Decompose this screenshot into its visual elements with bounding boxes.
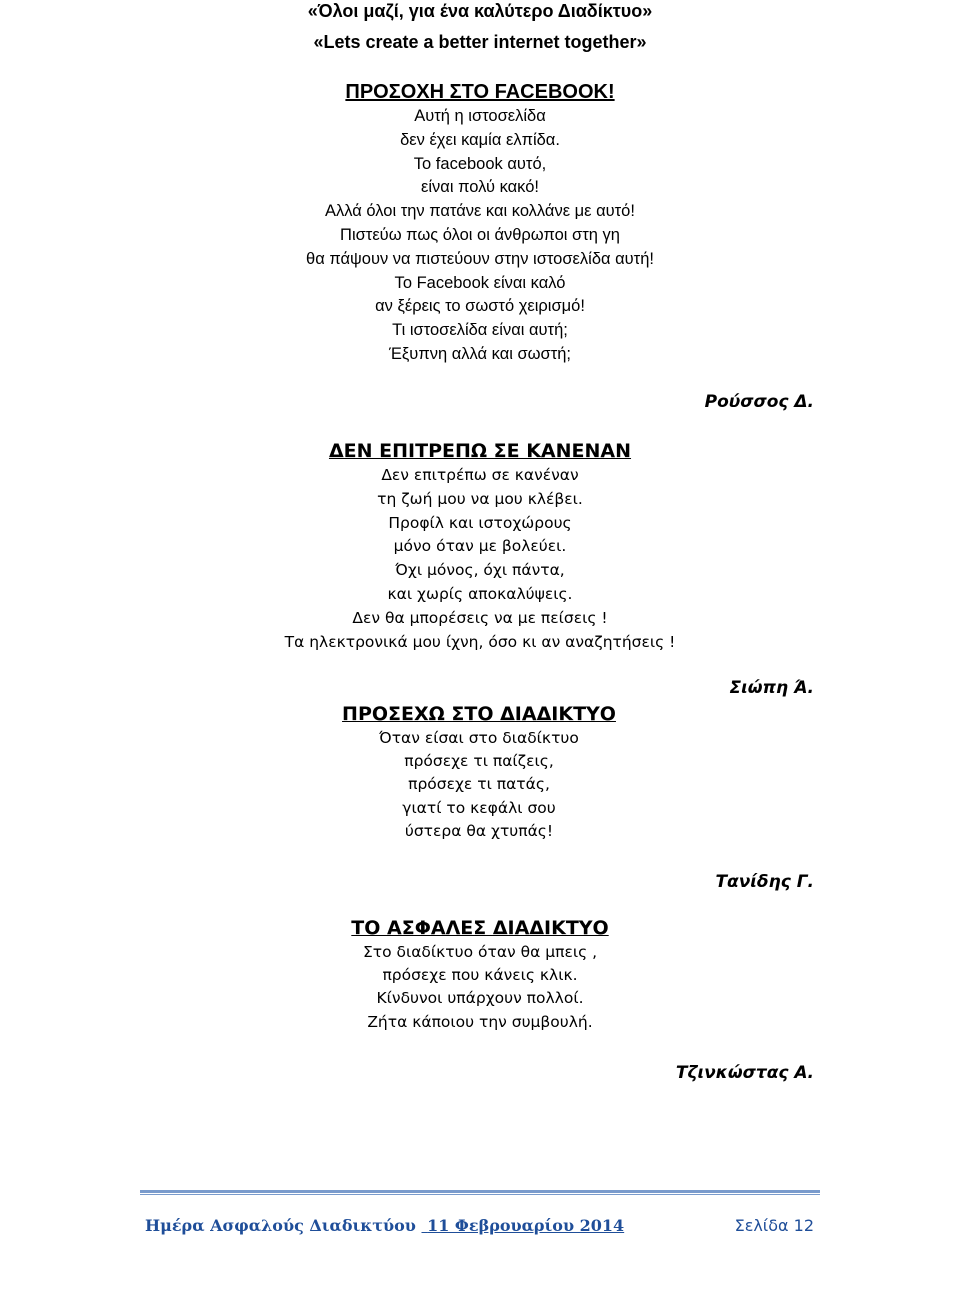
poem-line: Όταν είσαι στο διαδίκτυο bbox=[379, 729, 579, 747]
footer-divider bbox=[140, 1190, 820, 1193]
poem-line: Δεν επιτρέπω σε κανέναν bbox=[381, 466, 579, 484]
poem-line: πρόσεχε τι πατάς, bbox=[408, 775, 550, 794]
poem-line: Έξυπνη αλλά και σωστή; bbox=[388, 344, 572, 363]
poem-line: Όχι μόνος, όχι πάντα, bbox=[395, 561, 565, 580]
poem-line: μόνο όταν με βολεύει. bbox=[393, 537, 567, 556]
poem-line: θα πάψουν να πιστεύουν στην ιστοσελίδα αυτή! bbox=[306, 249, 654, 268]
footer-date-text: 11 Φεβρουαρίου 2014 bbox=[427, 1216, 625, 1235]
poem-line: Τι ιστοσελίδα είναι αυτή; bbox=[392, 321, 568, 340]
poem-line: πρόσεχε τι παίζεις, bbox=[404, 752, 554, 771]
poem-line: Δεν θα μπορέσεις να με πείσεις ! bbox=[352, 608, 608, 627]
footer-event bbox=[145, 1215, 624, 1237]
poem-line: Ζήτα κάποιου την συμβουλή. bbox=[367, 1012, 593, 1031]
poem-line: Προφίλ και ιστοχώρους bbox=[388, 513, 572, 532]
poem-line: Κίνδυνοι υπάρχουν πολλοί. bbox=[376, 989, 584, 1008]
footer-event-label: Ημέρα Ασφαλούς Διαδικτύου bbox=[145, 1216, 416, 1235]
poem-title: ΤΟ ΑΣΦΑΛΕΣ ΔΙΑΔΙΚΤΥΟ bbox=[351, 917, 609, 939]
footer-date bbox=[421, 1216, 624, 1235]
poem-line: ύστερα θα χτυπάς! bbox=[404, 821, 554, 840]
poem-line: είναι πολύ κακό! bbox=[421, 178, 539, 197]
poem-line: και χωρίς αποκαλύψεις. bbox=[387, 584, 573, 603]
poem-prosexo bbox=[0, 701, 959, 843]
poem-author: Σιώπη Ά. bbox=[729, 678, 814, 698]
poem-line: Αυτή η ιστοσελίδα bbox=[414, 107, 546, 125]
poem-line: Στο διαδίκτυο όταν θα μπεις , bbox=[362, 943, 598, 961]
poem-line: Το Facebook είναι καλό bbox=[394, 273, 566, 292]
poem-facebook bbox=[0, 80, 960, 367]
poem-author: Τανίδης Γ. bbox=[715, 872, 814, 892]
poem-line: Τα ηλεκτρονικά μου ίχνη, όσο κι αν αναζητήσεις ! bbox=[284, 632, 676, 651]
poem-den-epitrepo bbox=[0, 438, 960, 654]
footer-divider-thin bbox=[140, 1194, 820, 1195]
poem-title: ΠΡΟΣΕΧΩ ΣΤΟ ΔΙΑΔΙΚΤΥΟ bbox=[342, 703, 616, 725]
poem-line: Πιστεύω πως όλοι οι άνθρωποι στη γη bbox=[340, 225, 620, 244]
poem-line: πρόσεχε που κάνεις κλικ. bbox=[382, 966, 578, 985]
header-slogan-english: «Lets create a better internet together» bbox=[313, 32, 647, 52]
poem-line: Το facebook αυτό, bbox=[413, 154, 547, 173]
poem-line: τη ζωή μου να μου κλέβει. bbox=[377, 489, 583, 508]
poem-title: ΔΕΝ ΕΠΙΤΡΕΠΩ ΣΕ ΚΑΝΕΝΑΝ bbox=[328, 440, 632, 462]
poem-author: Τζινκώστας Α. bbox=[675, 1063, 814, 1083]
header-slogan-greek: «Όλοι μαζί, για ένα καλύτερο Διαδίκτυο» bbox=[307, 1, 653, 21]
poem-author: Ρούσσος Δ. bbox=[704, 392, 814, 412]
poem-asfales bbox=[0, 915, 960, 1034]
page-number: Σελίδα 12 bbox=[734, 1216, 814, 1235]
poem-line: αν ξέρεις το σωστό χειρισμό! bbox=[375, 297, 585, 316]
poem-line: γιατί το κεφάλι σου bbox=[402, 798, 556, 817]
poem-line: Αλλά όλοι την πατάνε και κολλάνε με αυτό! bbox=[325, 202, 635, 221]
poem-title: ΠΡΟΣΟΧΗ ΣΤΟ FACEBOOK! bbox=[345, 81, 615, 103]
poem-line: δεν έχει καμία ελπίδα. bbox=[400, 130, 560, 149]
